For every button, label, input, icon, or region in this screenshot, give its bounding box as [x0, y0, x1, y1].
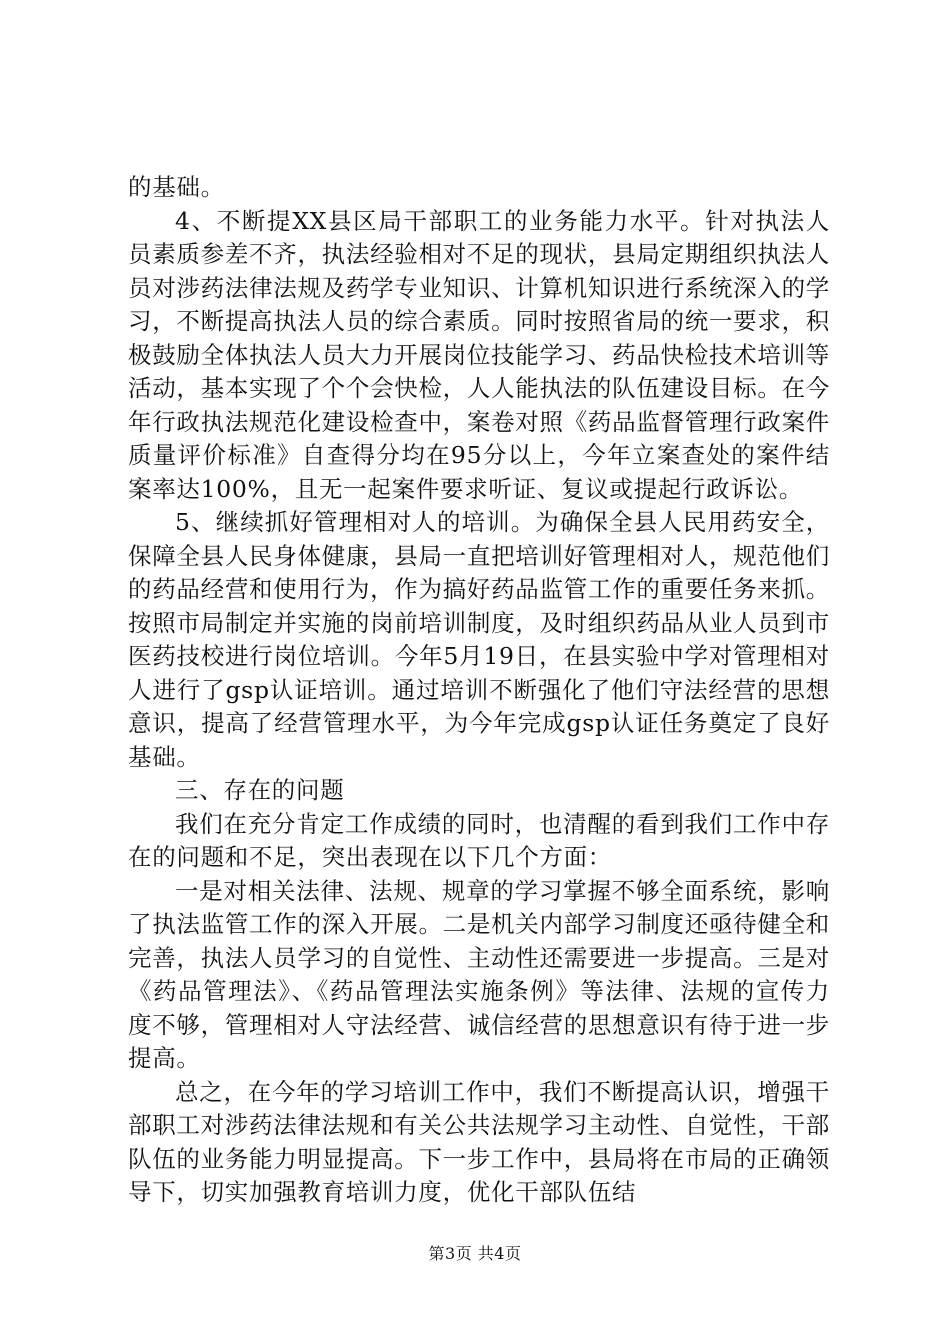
- paragraph-summary: 总之，在今年的学习培训工作中，我们不断提高认识，增强干部职工对涉药法律法规和有关公共法规学习主动性、自觉性，干部队伍的业务能力明显提高。下一步工作中，县局将在市局的正确领导下，切实加强教育培训力度，优化干部队伍结: [128, 1077, 830, 1206]
- paragraph-item-5: 5、继续抓好管理相对人的培训。为确保全县人民用药安全，保障全县人民身体健康，县局一直把培训好管理相对人，规范他们的药品经营和使用行为，作为搞好药品监管工作的重要任务来抓。按照市局制定并实施的岗前培训制度，及时组织药品从业人员到市医药技校进行岗位培训。今年5月19日，在县实验中学对管理相对人进行了gsp认证培训。通过培训不断强化了他们守法经营的思想意识，提高了经营管理水平，为今年完成gsp认证任务奠定了良好基础。: [128, 508, 830, 771]
- paragraph-continuation: 的基础。: [128, 173, 225, 201]
- paragraph-issues-list: 一是对相关法律、法规、规章的学习掌握不够全面系统，影响了执法监管工作的深入开展。二是机关内部学习制度还亟待健全和完善，执法人员学习的自觉性、主动性还需要进一步提高。三是对《药品管理法》、《药品管理法实施条例》等法律、法规的宣传力度不够，管理相对人守法经营、诚信经营的思想意识有待于进一步提高。: [128, 876, 830, 1072]
- page-number-footer: 第3页 共4页: [428, 1244, 522, 1263]
- paragraph-item-4: 4、不断提XX县区局干部职工的业务能力水平。针对执法人员素质参差不齐，执法经验相对不足的现状，县局定期组织执法人员对涉药法律法规及药学专业知识、计算机知识进行系统深入的学习，不断提高执法人员的综合素质。同时按照省局的统一要求，积极鼓励全体执法人员大力开展岗位技能学习、药品快检技术培训等活动，基本实现了个个会快检，人人能执法的队伍建设目标。在今年行政执法规范化建设检查中，案卷对照《药品监督管理行政案件质量评价标准》自查得分均在95分以上，今年立案查处的案件结案率达100%，且无一起案件要求听证、复议或提起行政诉讼。: [128, 206, 830, 503]
- document-body: [128, 171, 830, 1210]
- paragraph-issues-intro: 我们在充分肯定工作成绩的同时，也清醒的看到我们工作中存在的问题和不足，突出表现在以下几个方面：: [128, 809, 830, 871]
- section-heading-issues: 三、存在的问题: [175, 776, 345, 804]
